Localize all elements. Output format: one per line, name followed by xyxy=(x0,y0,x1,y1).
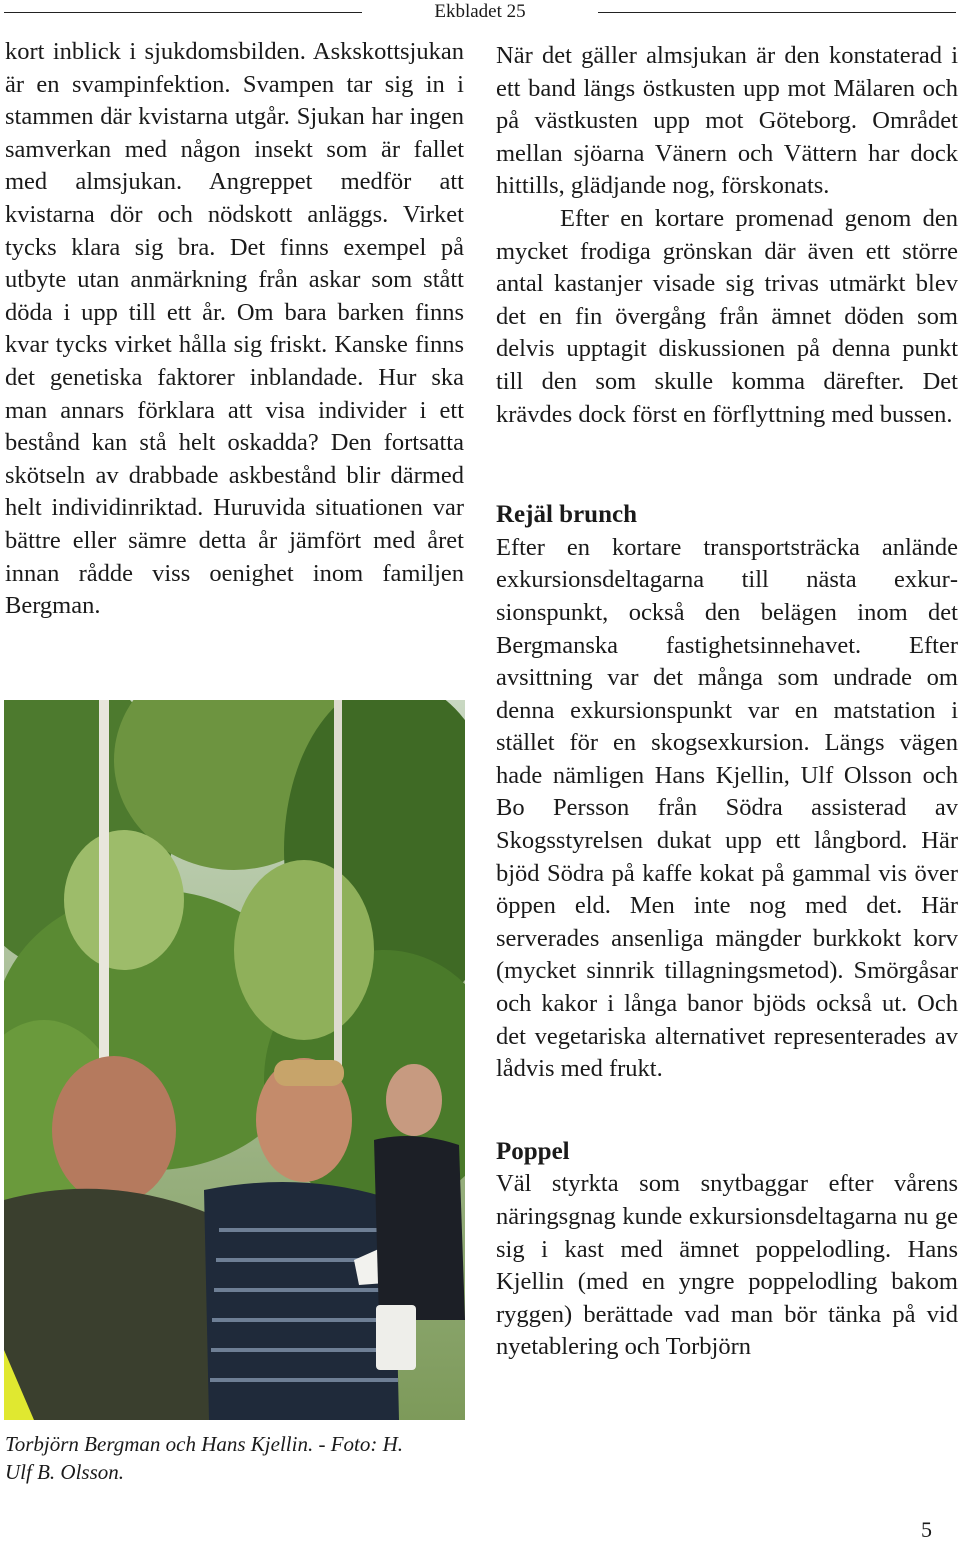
header-rule-right xyxy=(598,12,956,13)
right-paragraph-2: Efter en kortare promenad genom den mycket frodiga grönskan där även ett större antal kastanjer visade sig trivas utmärkt blev det en fin övergång från ämnet döden som delvis upptagit diskussionen på denna punkt till den som skulle komma därefter. Det krävdes dock först en förflyttning med bussen. xyxy=(496,204,958,428)
section-heading-brunch: Rejäl brunch xyxy=(496,501,637,529)
publication-title: Ekbladet 25 xyxy=(434,1,526,22)
right-paragraph-1: När det gäller almsjukan är den konstaterad i ett band längs östkusten upp mot Mälaren och på västkusten upp mot Göteborg. Området mellan sjöarna Vänern och Vättern har dock hittills, glädjande nog, förskonats. xyxy=(496,42,958,200)
right-paragraph-3: Efter en kortare transportsträcka anlände exkursionsdeltagarna till nästa exkursionspunkt, också den belägen inom det Bergmanska fastighetsinnehavet. Efter avsittning var det många som undrade om denna exkursionspunkt var en matstation i stället för en skogsexkursion. Längs vägen hade nämligen Hans Kjellin, Ulf Olsson och Bo Persson från Södra assisterad av Skogsstyrelsen dukat upp ett långbord. Här bjöd Södra på kaffe kokat på gammal vis över öppen eld. Men inte nog med det. Här serverades ansenliga mängder burkkokt korv (mycket sinnrik tillagningsmetod). Smörgåsar och kakor i långa banor bjöds också ut. Och det vegetariska alternativet representerades av lådvis med frukt. xyxy=(496,533,958,1083)
left-column xyxy=(5,36,464,623)
page-number: 5 xyxy=(921,1517,932,1542)
right-paragraph-4: Väl styrkta som snytbaggar efter vårens näringsgnag kunde exkursionsdeltagarna nu ge sig i kast med ämnet poppelodling. Hans Kjellin (med en yngre poppelodling bakom ryggen) berättade vad man bör tänka på vid nyetablering och Torbjörn xyxy=(496,1170,958,1361)
page-header xyxy=(0,0,960,26)
right-column xyxy=(496,40,958,1364)
article-photo xyxy=(4,700,465,1420)
header-rule-left xyxy=(4,12,362,13)
section-heading-poppel: Poppel xyxy=(496,1137,570,1165)
photo-caption: Torbjörn Bergman och Hans Kjellin. - Foto: H. Ulf B. Olsson. xyxy=(5,1432,404,1484)
photo-illustration xyxy=(4,700,465,1420)
left-column-text: kort inblick i sjukdomsbilden. Askskottsjukan är en svampinfektion. Svampen tar sig in i stammen där kvistarna utgår. Sjukan har ingen samverkan med någon insekt som är fallet med almsjukan. Angreppet medför att kvistarna dör och nödskott anläggs. Virket tycks klara sig bra. Det finns exempel på utbyte utan anmärkning från askar som stått döda i upp till ett år. Om bara barken finns kvar tycks virket hålla sig friskt. Kanske finns det genetiska faktorer inblandade. Hur ska man annars förklara att visa individer i ett bestånd kan stå helt oskadda? Den fortsatta skötseln av drabbade askbestånd blir därmed helt individinriktad. Huruvida situationen var bättre eller sämre detta år jämfört med året innan rådde viss oenighet inom familjen Bergman. xyxy=(5,38,464,620)
